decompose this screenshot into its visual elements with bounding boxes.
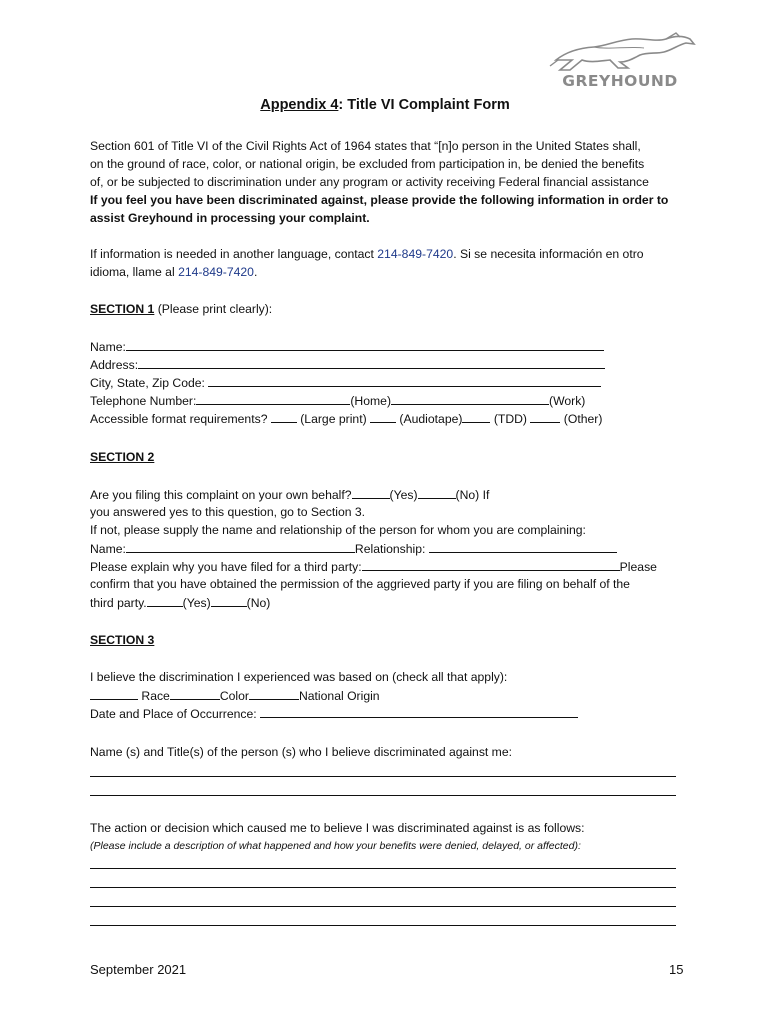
relationship-field[interactable] [429, 539, 617, 553]
section-2-heading: SECTION 2 [90, 450, 155, 464]
date-place-field[interactable] [260, 704, 578, 718]
color-checkbox[interactable] [170, 686, 220, 700]
language-paragraph [90, 245, 690, 281]
brand-wordmark: GREYHOUND [562, 72, 678, 90]
national-origin-checkbox[interactable] [249, 686, 299, 700]
tdd-checkbox[interactable] [462, 409, 490, 423]
action-line-4[interactable] [90, 925, 676, 926]
names-titles-line-2[interactable] [90, 795, 676, 796]
section-1 [90, 300, 690, 318]
confirm-permission-text: confirm that you have obtained the permission of the aggrieved party if you are filing on behalf of the [90, 577, 630, 591]
no-label: (No) [246, 596, 271, 610]
action-line-2[interactable] [90, 887, 676, 888]
section-3 [90, 631, 690, 649]
names-titles-block [90, 743, 690, 761]
color-label: Color [219, 689, 249, 703]
name-field[interactable] [126, 337, 604, 351]
permission-no-field[interactable] [211, 593, 247, 607]
section-2-fields [90, 485, 690, 611]
language-text: idioma, llame al [90, 265, 179, 279]
audiotape-checkbox[interactable] [370, 409, 396, 423]
large-print-checkbox[interactable] [271, 409, 297, 423]
home-label: (Home) [350, 394, 392, 408]
own-behalf-question: Are you filing this complaint on your own behalf? [90, 488, 352, 502]
address-field[interactable] [138, 355, 605, 369]
page-title [0, 97, 770, 113]
race-label: Race [138, 689, 170, 703]
address-label: Address: [90, 358, 139, 372]
large-print-label: (Large print) [300, 412, 367, 426]
footer-date: September 2021 [90, 962, 187, 977]
phone-number: 214-849-7420 [178, 265, 254, 279]
greyhound-logo [548, 30, 698, 92]
tdd-label: (TDD) [493, 412, 527, 426]
yes-label: (Yes) [182, 596, 211, 610]
greyhound-dog-icon [548, 30, 698, 74]
names-titles-line-1[interactable] [90, 776, 676, 777]
telephone-label: Telephone Number: [90, 394, 197, 408]
other-label: (Other) [563, 412, 603, 426]
section-2 [90, 448, 690, 466]
intro-line: Section 601 of Title VI of the Civil Rights Act of 1964 states that “[n]o person in the United States shall, [90, 139, 641, 153]
third-party-name-label: Name: [90, 542, 126, 556]
language-text: . [253, 265, 258, 279]
intro-line: on the ground of race, color, or national origin, be excluded from participation in, be denied the benefits [90, 157, 645, 171]
third-party-question: If not, please supply the name and relationship of the person for whom you are complaining: [90, 523, 586, 537]
intro-bold-line: If you feel you have been discriminated against, please provide the following information in order to [90, 193, 669, 207]
appendix-label: Appendix 4 [260, 97, 339, 113]
permission-yes-field[interactable] [147, 593, 183, 607]
names-titles-label: Name (s) and Title(s) of the person (s) who I believe discriminated against me: [90, 745, 512, 759]
own-behalf-yes-field[interactable] [352, 485, 390, 499]
audiotape-label: (Audiotape) [399, 412, 463, 426]
go-to-section-3-text: you answered yes to this question, go to Section 3. [90, 505, 366, 519]
race-checkbox[interactable] [90, 686, 138, 700]
national-origin-label: National Origin [298, 689, 380, 703]
intro-bold-line: assist Greyhound in processing your complaint. [90, 211, 370, 225]
section-1-note: (Please print clearly): [154, 302, 273, 316]
section-3-heading: SECTION 3 [90, 633, 155, 647]
relationship-label: Relationship: [354, 542, 429, 556]
intro-line: of, or be subjected to discrimination under any program or activity receiving Federal financial assistance [90, 175, 649, 189]
action-line-1[interactable] [90, 868, 676, 869]
explain-field[interactable] [362, 557, 620, 571]
phone-number: 214-849-7420 [377, 247, 454, 261]
city-state-zip-field[interactable] [208, 373, 601, 387]
third-party-label: third party. [90, 596, 147, 610]
basis-question: I believe the discrimination I experienced was based on (check all that apply): [90, 670, 508, 684]
accessible-format-label: Accessible format requirements? [90, 412, 271, 426]
action-note: (Please include a description of what happened and how your benefits were denied, delayed, or affected): [90, 840, 581, 852]
name-label: Name: [90, 340, 126, 354]
language-text: . Si se necesita información en otro [453, 247, 644, 261]
section-3-fields [90, 668, 690, 722]
intro-paragraph [90, 137, 690, 227]
explain-label: Please explain why you have filed for a third party: [90, 560, 362, 574]
work-phone-field[interactable] [391, 391, 549, 405]
no-label: (No) If [455, 488, 490, 502]
yes-label: (Yes) [389, 488, 418, 502]
other-checkbox[interactable] [530, 409, 560, 423]
city-state-zip-label: City, State, Zip Code: [90, 376, 209, 390]
title-text: : Title VI Complaint Form [338, 97, 510, 113]
language-text: If information is needed in another language, contact [90, 247, 378, 261]
action-block [90, 819, 690, 855]
please-text: Please [619, 560, 657, 574]
action-label: The action or decision which caused me to believe I was discriminated against is as follows: [90, 821, 585, 835]
page-number: 15 [669, 962, 684, 977]
action-line-3[interactable] [90, 906, 676, 907]
third-party-name-field[interactable] [126, 539, 355, 553]
home-phone-field[interactable] [196, 391, 350, 405]
own-behalf-no-field[interactable] [418, 485, 456, 499]
date-place-label: Date and Place of Occurrence: [90, 707, 261, 721]
section-1-fields [90, 337, 690, 427]
work-label: (Work) [549, 394, 586, 408]
section-1-heading: SECTION 1 [90, 302, 155, 316]
